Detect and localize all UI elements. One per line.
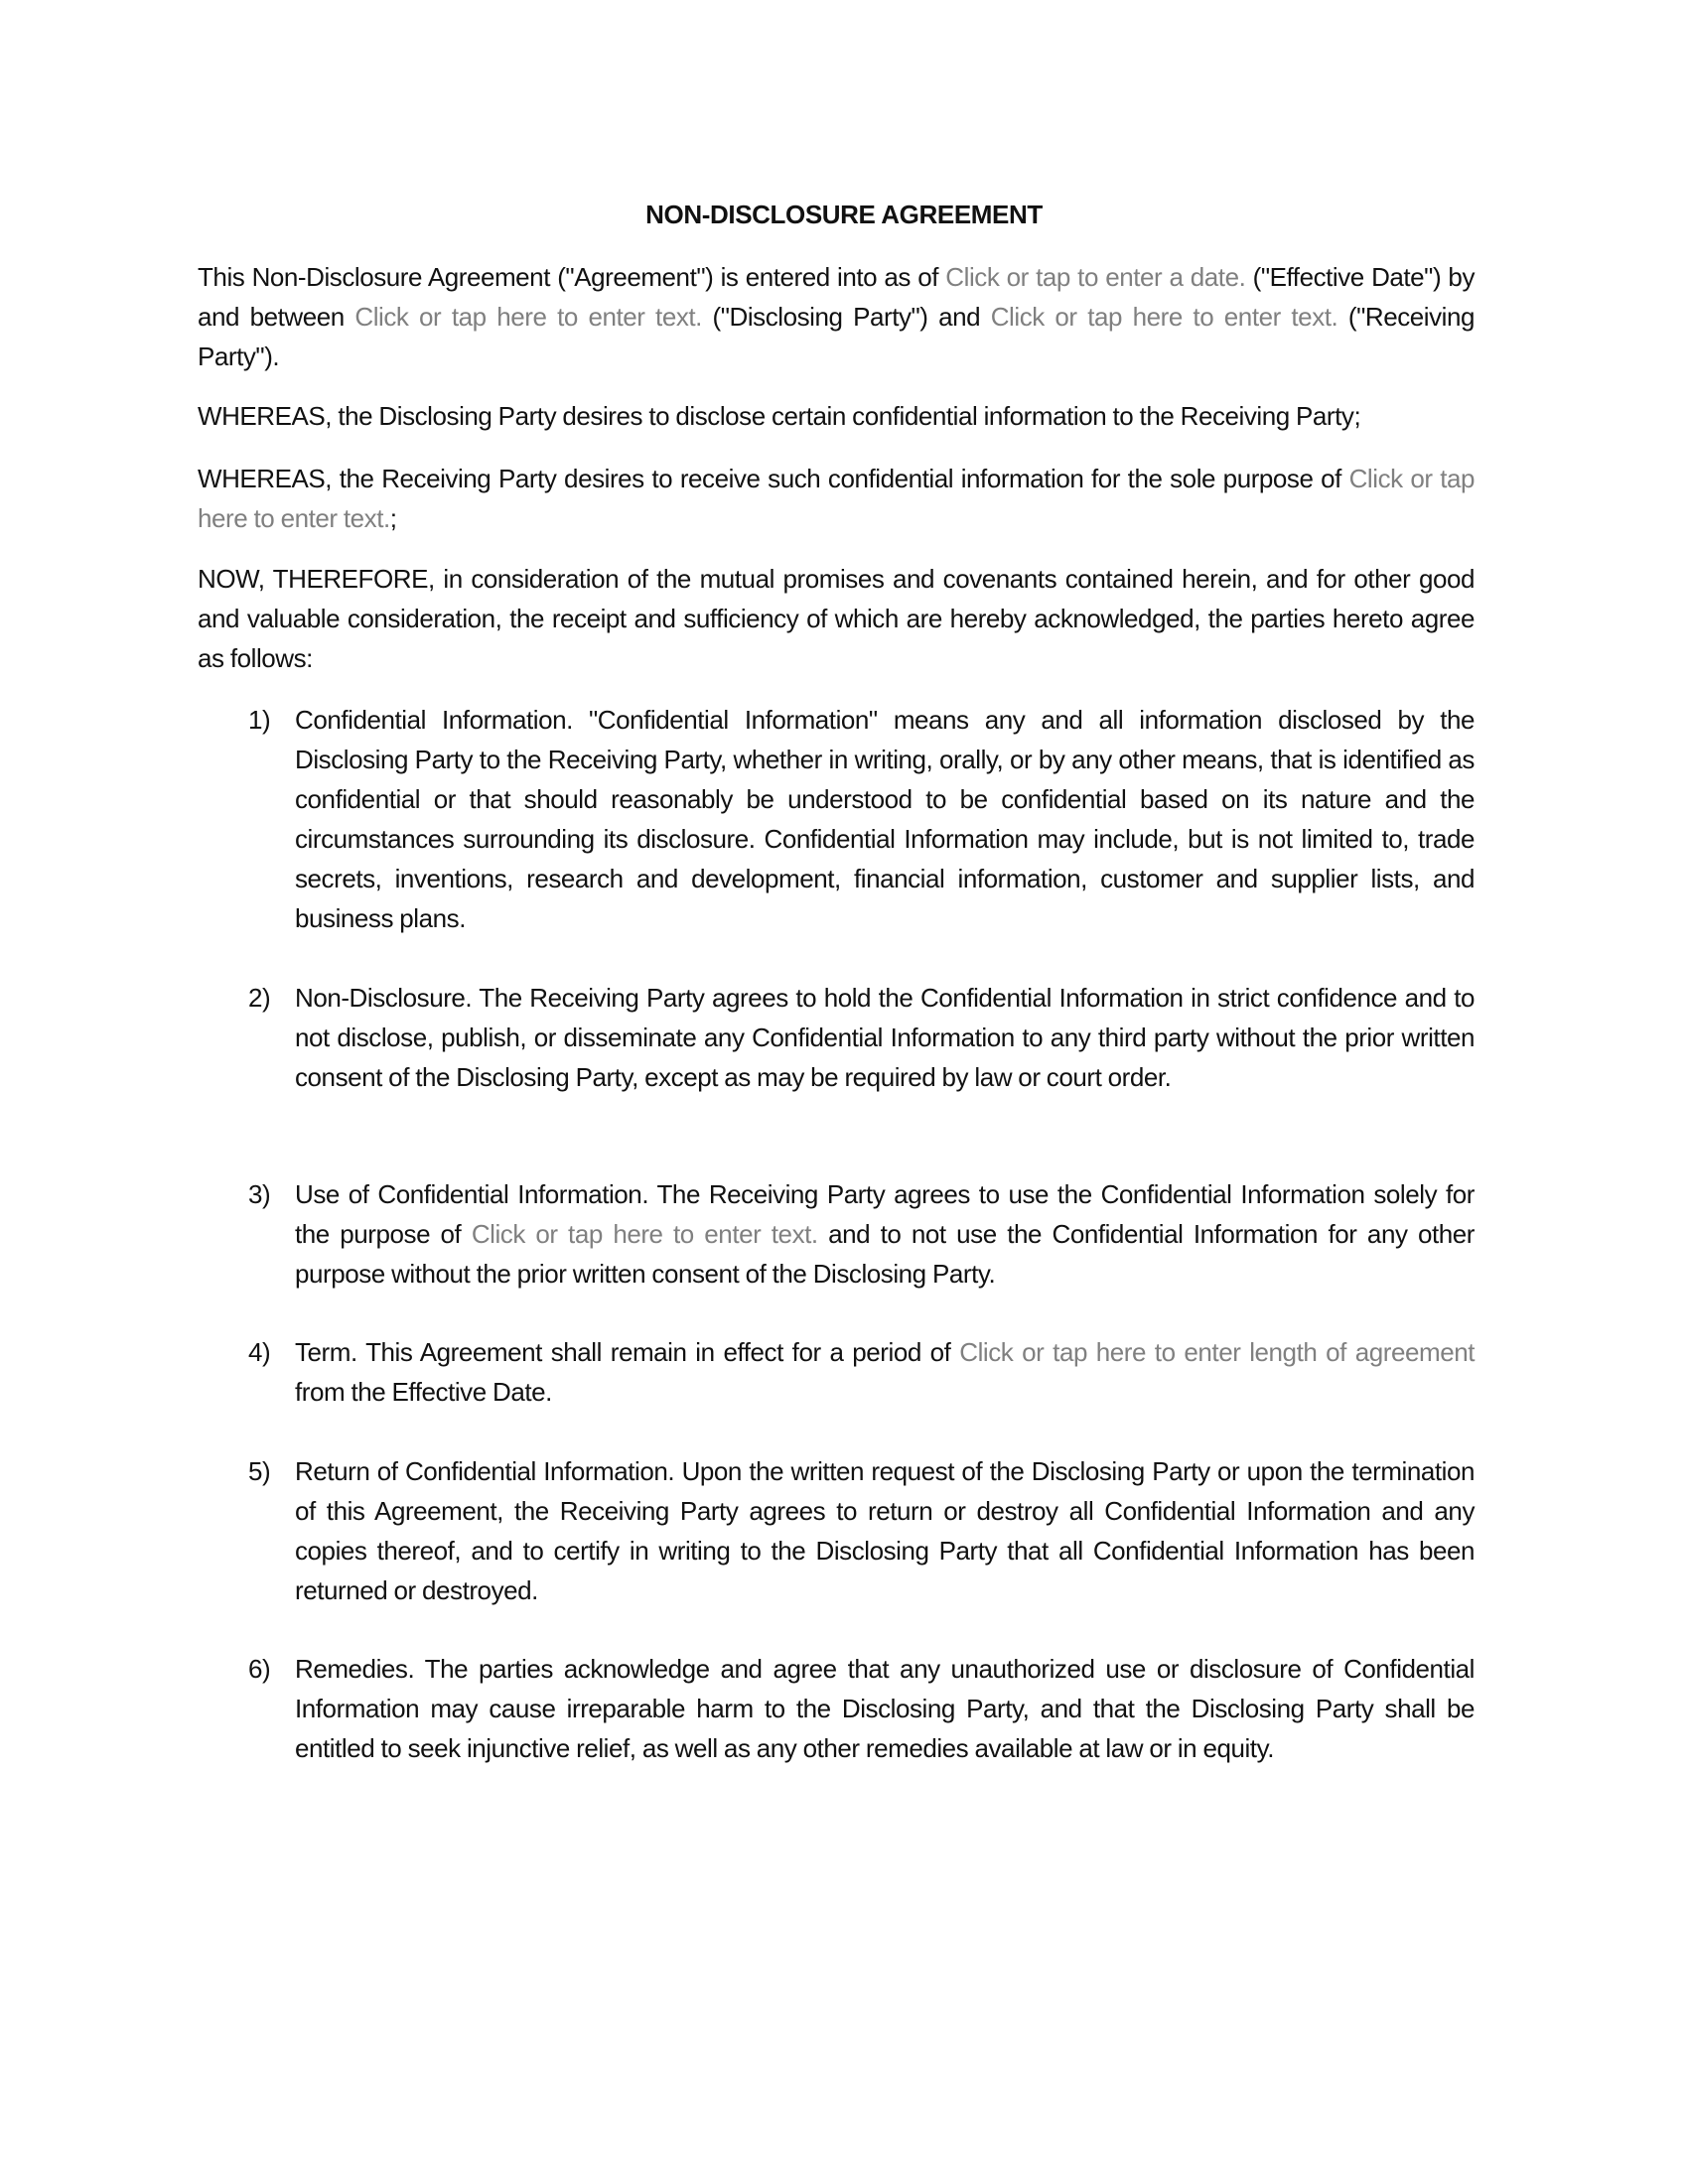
- clause-text-part: and to not use the Confidential Information for any other purpose without the prior written consent of the Disclosing Party.: [295, 1219, 1475, 1289]
- clause-2: [248, 978, 1475, 1097]
- clause-text: Remedies. The parties acknowledge and agree that any unauthorized use or disclosure of Confidential Information may cause irreparable harm to the Disclosing Party, and that the Disclosing Party shall be entitled to seek injunctive relief, as well as any other remedies available at law or in equity.: [295, 1654, 1475, 1763]
- clause-text-part: Use of Confidential Information. The Receiving Party agrees to use the Confidential Information solely for the purpose of: [295, 1179, 1475, 1249]
- clause-4: [248, 1332, 1475, 1412]
- disclosing-party-field[interactable]: Click or tap here to enter text.: [354, 302, 702, 332]
- whereas-text: WHEREAS, the Receiving Party desires to receive such confidential information for the sole purpose of: [198, 464, 1349, 493]
- clause-1: [248, 700, 1475, 938]
- whereas-paragraph-2: [198, 459, 1475, 538]
- clause-number: 5): [248, 1456, 271, 1486]
- clause-number: 3): [248, 1179, 271, 1209]
- clause-text: [295, 1332, 1475, 1412]
- whereas-text: ;: [389, 503, 397, 533]
- clause-3: [248, 1174, 1475, 1294]
- clause-5: [248, 1451, 1475, 1610]
- clause-number: 1): [248, 705, 271, 735]
- term-length-field[interactable]: Click or tap here to enter length of agreement: [959, 1337, 1475, 1367]
- clause-text: Non-Disclosure. The Receiving Party agrees to hold the Confidential Information in strict confidence and to not disclose, publish, or disseminate any Confidential Information to any third party without the prior written consent of the Disclosing Party, except as may be required by law or court order.: [295, 983, 1475, 1092]
- purpose-field[interactable]: Click or tap here to enter text.: [198, 464, 1475, 533]
- intro-text: ("Effective Date") by and between: [198, 262, 1475, 332]
- intro-text: ("Disclosing Party") and: [701, 302, 991, 332]
- clause-6: [248, 1649, 1475, 1768]
- clause-text-part: Term. This Agreement shall remain in effect for a period of: [295, 1337, 960, 1367]
- clause-text: Return of Confidential Information. Upon the written request of the Disclosing Party or upon the termination of this Agreement, the Receiving Party agrees to return or destroy all Confidential Information and any copies thereof, and to certify in writing to the Disclosing Party that all Confidential Information has been returned or destroyed.: [295, 1456, 1475, 1605]
- document-title: NON-DISCLOSURE AGREEMENT: [645, 200, 1043, 229]
- use-purpose-field[interactable]: Click or tap here to enter text.: [471, 1219, 818, 1249]
- clause-text-part: from the Effective Date.: [295, 1377, 552, 1407]
- whereas-paragraph-1: WHEREAS, the Disclosing Party desires to disclose certain confidential information to the Receiving Party;: [198, 401, 1361, 431]
- clause-number: 6): [248, 1654, 271, 1684]
- clause-number: 4): [248, 1337, 271, 1367]
- effective-date-field[interactable]: Click or tap to enter a date.: [945, 262, 1246, 292]
- receiving-party-field[interactable]: Click or tap here to enter text.: [990, 302, 1338, 332]
- clause-number: 2): [248, 983, 271, 1013]
- clause-text: Confidential Information. "Confidential Information" means any and all information disclosed by the Disclosing Party to the Receiving Party, whether in writing, orally, or by any other means, that is identified as confidential or that should reasonably be understood to be confidential based on its nature and the circumstances surrounding its disclosure. Confidential Information may include, but is not limited to, trade secrets, inventions, research and development, financial information, customer and supplier lists, and business plans.: [295, 705, 1475, 933]
- clause-text: [295, 1174, 1475, 1294]
- intro-text: ("Receiving Party").: [198, 302, 1475, 371]
- now-therefore-paragraph: NOW, THEREFORE, in consideration of the mutual promises and covenants contained herein, and for other good and valuable consideration, the receipt and sufficiency of which are hereby acknowledged, the parties hereto agree as follows:: [198, 564, 1475, 673]
- intro-paragraph: [198, 257, 1475, 376]
- intro-text: This Non-Disclosure Agreement ("Agreement") is entered into as of: [198, 262, 946, 292]
